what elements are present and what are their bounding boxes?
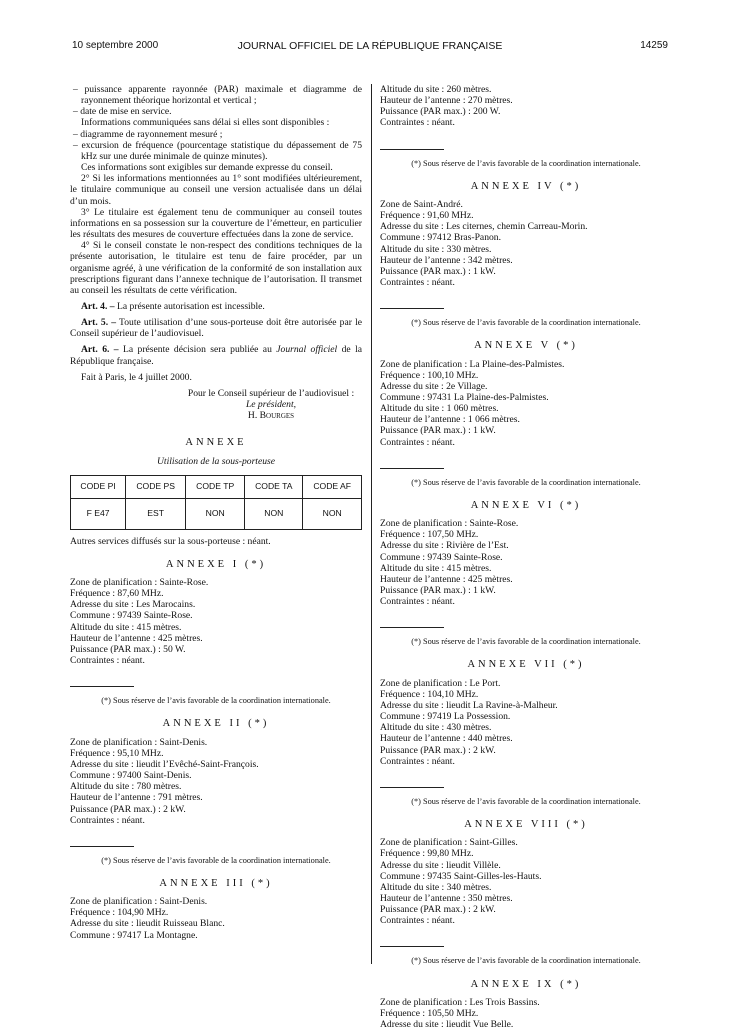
annexe-9 [380,979,672,1030]
annexe-line: Zone de planification : Les Trois Bassins. [380,996,540,1008]
annexe-line: Contraintes : néant. [380,277,455,289]
annexe-line: Zone de planification : Sainte-Rose. [70,577,209,588]
footnote-text: (*) Sous réserve de l’avis favorable de la coordination internationale. [411,637,641,647]
annexe-line: Adresse du site : Les citernes, chemin Carreau-Morin. [380,221,588,233]
annexe-line: Fréquence : 95,10 MHz. [70,747,164,759]
annexe-line: Contraintes : néant. [380,436,455,448]
annexe-line: Adresse du site : 2e Village. [380,380,488,392]
annexe-line: Fréquence : 107,50 MHz. [380,529,479,541]
annexe-title: ANNEXE [185,437,247,449]
article-6-journal: Journal officiel [276,344,338,356]
annexe-6 [380,500,672,648]
annexe-line: Altitude du site : 415 mètres. [380,562,492,574]
annexe-4 [380,181,672,329]
table-header: CODE PI [71,475,126,498]
table-cell: NON [303,498,362,529]
annexe-heading: ANNEXE VII (*) [467,659,585,671]
annexe-line: Commune : 97400 Saint-Denis. [70,770,192,782]
codes-table [70,475,362,530]
annexe-7 [380,659,672,807]
annexe-line: Altitude du site : 1 060 mètres. [380,403,499,415]
article-6-text-a: La présente décision sera publiée au [118,344,277,356]
annexe-line: Puissance (PAR max.) : 2 kW. [380,744,496,756]
annexe-line: Puissance (PAR max.) : 50 W. [70,643,186,655]
annexe-line: Zone de planification : Saint-Gilles. [380,837,518,849]
left-column [70,84,362,941]
article-4 [70,301,362,312]
column-divider [371,84,372,964]
annexe-line: Adresse du site : lieudit Villèle. [380,859,501,871]
footnote-rule [380,787,444,788]
annexe-line: Fréquence : 104,90 MHz. [70,907,169,919]
annexe-line: Commune : 97439 Sainte-Rose. [70,610,193,622]
intro-dash-2: – date de mise en service. [73,106,172,118]
annexe-line: Puissance (PAR max.) : 2 kW. [380,904,496,916]
footnote-rule [380,149,444,150]
footnote-text: (*) Sous réserve de l’avis favorable de la coordination internationale. [411,158,641,168]
annexe-3 [70,878,362,941]
annexe-line: Adresse du site : lieudit Ruisseau Blanc. [70,918,225,930]
annexe-line: Fréquence : 100,10 MHz. [380,369,479,381]
annexe-line: Adresse du site : lieudit l’Evêché-Saint-François. [70,758,259,770]
paragraph-3: 3° Le titulaire est également tenu de communiquer au conseil toutes informations en sa possession sur la couverture de l’émetteur, en particulier les résultats des mesures de couverture effectuées dans la zone de service. [70,206,362,241]
footnote-text: (*) Sous réserve de l’avis favorable de la coordination internationale. [101,696,331,706]
annexe-line: Hauteur de l’antenne : 440 mètres. [380,733,513,745]
table-header: CODE PS [126,475,186,498]
annexe-heading: ANNEXE I (*) [165,558,267,570]
annexe-line: Adresse du site : Les Marocains. [70,599,196,611]
annexe-5 [380,340,672,488]
table-header-row [71,475,362,498]
annexe-line: Commune : 97439 Sainte-Rose. [380,551,503,563]
journal-title: JOURNAL OFFICIEL DE LA RÉPUBLIQUE FRANÇAISE [237,40,503,52]
annexe-line: Fréquence : 105,50 MHz. [380,1007,479,1019]
annexe-heading: ANNEXE IV (*) [470,180,582,192]
annexe-line: Adresse du site : lieudit Vue Belle. [380,1019,514,1030]
article-6 [70,344,362,366]
annexe-3-continued [380,84,672,169]
footnote-rule [70,686,134,687]
info-dash-2: – excursion de fréquence (pourcentage statistique du dépassement de 75 kHz sur une durée minimale de quinze minutes). [73,139,362,162]
annexe-line: Puissance (PAR max.) : 1 kW. [380,425,496,437]
annexe-line: Altitude du site : 415 mètres. [70,621,182,633]
footnote-text: (*) Sous réserve de l’avis favorable de la coordination internationale. [101,855,331,865]
annexe-line: Hauteur de l’antenne : 270 mètres. [380,95,513,107]
annexe-line: Puissance (PAR max.) : 200 W. [380,106,501,118]
article-4-label: Art. 4. – [81,300,115,312]
footnote-rule [70,846,134,847]
article-6-label: Art. 6. – [81,344,119,356]
annexe-8 [380,819,672,967]
annexe-line: Adresse du site : lieudit La Ravine-à-Malheur. [380,699,558,711]
annexe-heading: ANNEXE IX (*) [470,978,582,990]
annexe-line: Fréquence : 87,60 MHz. [70,588,164,600]
annexe-line: Altitude du site : 260 mètres. [380,84,492,95]
signature-name: H. Bourges [247,410,295,422]
article-6-text-b: de la République française. [70,344,362,367]
annexe-line: Hauteur de l’antenne : 350 mètres. [380,892,513,904]
paragraph-1: Ces informations sont exigibles sur demande expresse du conseil. [81,162,333,174]
footnote-text: (*) Sous réserve de l’avis favorable de la coordination internationale. [411,477,641,487]
annexe-line: Puissance (PAR max.) : 2 kW. [70,803,186,815]
footnote-rule [380,308,444,309]
annexe-line: Hauteur de l’antenne : 1 066 mètres. [380,414,520,426]
annexe-heading: ANNEXE II (*) [162,718,270,730]
table-cell: NON [245,498,303,529]
article-4-text: La présente autorisation est incessible. [114,300,265,312]
footnote-rule [380,627,444,628]
table-cell: EST [126,498,186,529]
annexe-line: Contraintes : néant. [380,117,455,129]
annexe-line: Commune : 97417 La Montagne. [70,929,198,941]
annexe-line: Contraintes : néant. [380,755,455,767]
intro-dash-1: – puissance apparente rayonnée (PAR) maximale et diagramme de rayonnement théorique horizontal et vertical ; [73,84,362,107]
paragraph-2: 2° Si les informations mentionnées au 1° sont modifiées ultérieurement, le titulaire communique au conseil une version actualisée dans un délai d’un mois. [70,173,362,207]
annexe-line: Fréquence : 99,80 MHz. [380,848,474,860]
footnote-rule [380,946,444,947]
annexe-line: Contraintes : néant. [380,915,455,927]
annexe-line: Zone de planification : Le Port. [380,677,501,689]
annexe-line: Hauteur de l’antenne : 342 mètres. [380,254,513,266]
annexe-heading: ANNEXE VIII (*) [464,819,588,831]
fait-a-paris: Fait à Paris, le 4 juillet 2000. [81,371,192,383]
annexe-heading: ANNEXE V (*) [474,340,578,352]
annexe-line: Commune : 97431 La Plaine-des-Palmistes. [380,391,549,403]
table-header: CODE TP [186,475,245,498]
annexe-line: Puissance (PAR max.) : 1 kW. [380,585,496,596]
page-number: 14259 [640,40,668,51]
right-column [380,84,672,1030]
table-header: CODE AF [303,475,362,498]
annexe-line: Zone de planification : Sainte-Rose. [380,518,519,530]
annexe-line: Adresse du site : Rivière de l’Est. [380,540,509,552]
annexe-line: Hauteur de l’antenne : 791 mètres. [70,792,203,804]
annexe-line: Zone de Saint-André. [380,198,463,210]
annexe-line: Contraintes : néant. [70,655,145,667]
table-header: CODE TA [245,475,303,498]
annexe-subtitle: Utilisation de la sous-porteuse [156,455,276,467]
annexe-line: Zone de planification : La Plaine-des-Palmistes. [380,358,565,370]
annexe-line: Commune : 97419 La Possession. [380,711,511,723]
footnote-text: (*) Sous réserve de l’avis favorable de la coordination internationale. [411,956,641,966]
article-5-label: Art. 5. – [81,317,117,329]
annexe-line: Commune : 97412 Bras-Panon. [380,232,501,244]
annexe-line: Contraintes : néant. [70,814,145,826]
header-date: 10 septembre 2000 [72,40,159,51]
info-title: Informations communiquées sans délai si elles sont disponibles : [81,117,330,129]
table-cell: F E47 [71,498,126,529]
table-row [71,498,362,529]
info-dash-1: – diagramme de rayonnement mesuré ; [73,128,223,140]
annexe-line: Commune : 97435 Saint-Gilles-les-Hauts. [380,870,542,882]
page-header [72,40,668,56]
annexe-line: Altitude du site : 330 mètres. [380,243,492,255]
annexe-line: Fréquence : 91,60 MHz. [380,210,474,222]
signature-line: Pour le Conseil supérieur de l’audiovisuel : [187,387,355,399]
annexe-line: Zone de planification : Saint-Denis. [70,736,208,748]
annexe-line: Fréquence : 104,10 MHz. [380,688,479,700]
footnote-text: (*) Sous réserve de l’avis favorable de la coordination internationale. [411,796,641,806]
article-5 [70,317,362,339]
annexe-line: Altitude du site : 780 mètres. [70,781,182,793]
footnote-text: (*) Sous réserve de l’avis favorable de la coordination internationale. [411,318,641,328]
autres-services: Autres services diffusés sur la sous-porteuse : néant. [70,535,271,547]
signature-block [180,388,362,421]
annexe-line: Contraintes : néant. [380,596,455,608]
annexe-line: Hauteur de l’antenne : 425 mètres. [380,573,513,585]
signature-role: Le président, [245,399,297,411]
annexe-heading: ANNEXE III (*) [159,877,273,889]
annexe-line: Zone de planification : Saint-Denis. [70,896,208,908]
paragraph-4: 4° Si le conseil constate le non-respect des conditions techniques de la présente autorisation, le titulaire est tenu de faire procéder, par un organisme agréé, à une vérification de la conformité de son installation aux prescriptions figurant dans l’annexe technique de l’autorisation. Il transmet au conseil les résultats de cette vérification. [70,240,362,296]
annexe-1 [70,559,362,707]
annexe-line: Hauteur de l’antenne : 425 mètres. [70,632,203,644]
annexe-line: Altitude du site : 430 mètres. [380,722,492,734]
annexe-heading: ANNEXE VI (*) [470,499,582,511]
table-cell: NON [186,498,245,529]
article-5-text: Toute utilisation d’une sous-porteuse doit être autorisée par le Conseil supérieur de l’audiovisuel. [70,317,362,340]
footnote-rule [380,468,444,469]
annexe-2 [70,718,362,866]
annexe-line: Puissance (PAR max.) : 1 kW. [380,265,496,277]
annexe-line: Altitude du site : 340 mètres. [380,881,492,893]
